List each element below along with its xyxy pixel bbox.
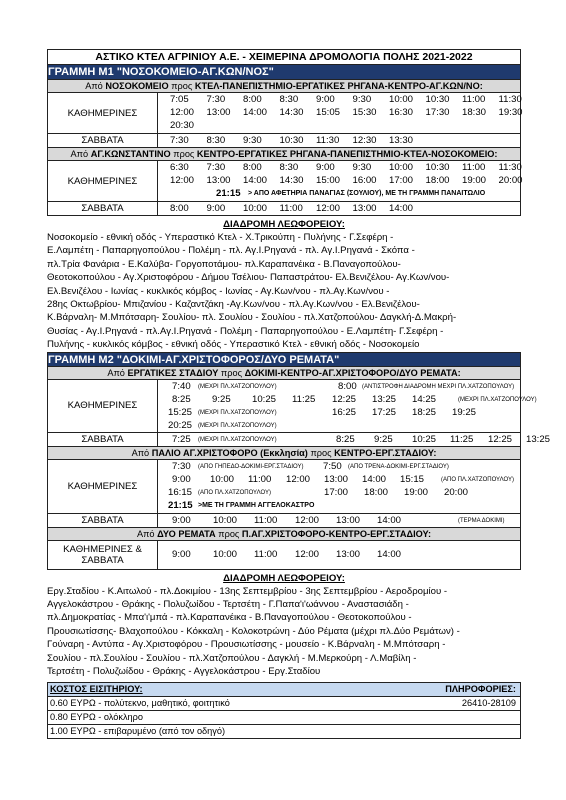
m1-route-text	[47, 231, 521, 352]
time-cell: 13:00	[206, 107, 231, 118]
dir-to: Π.ΑΓ.ΧΡΙΣΤΟΦΟΡΟ-ΚΕΝΤΡΟ-ΕΡΓ.ΣΤΑΔΙΟΥ:	[241, 528, 432, 539]
route-line: Τερτσέτη - Πολυζωίδου - Θράκης - Αγγελοκάστρου - Εργ.Σταδίου	[47, 666, 321, 678]
day-label: ΚΑΘΗΜΕΡΙΝΕΣ	[48, 460, 158, 513]
route-line: Αγγελοκάστρου - Θράκης - Πολυζωίδου - Τερτσέτη - Γ.Παπα'ι'ωάννου - Αναστασιάδη -	[47, 599, 409, 611]
times-grid	[158, 433, 551, 446]
time-cell: 9:00	[206, 203, 226, 214]
time-cell: 20:25	[168, 419, 193, 431]
time-cell: 9:00	[172, 548, 191, 560]
time-cell: 14:25	[412, 393, 437, 405]
route-line: Ε.Λαμπέτη - Παπαρηγοπούλου - Πολέμη - πλ. Αγ.Ι.Ρηγανά - πλ. Αγ.Ι.Ρηγανά - Σκόπα -	[47, 245, 415, 257]
time-cell: 8:00	[170, 203, 189, 214]
time-cell: 19:00	[462, 175, 487, 186]
time-cell: 13:00	[352, 203, 377, 214]
time-cell: 15:00	[316, 175, 341, 186]
m2-dir2-weekdays	[47, 460, 521, 514]
cost-line-text: 0.60 ΕΥΡΩ - πολύτεκνο, μαθητικό, φοιτητικό	[50, 697, 230, 708]
ticket-cost-box	[47, 682, 521, 739]
time-cell: 10:00	[210, 473, 235, 485]
m2-direction-3	[47, 528, 521, 541]
time-cell: 16:25	[332, 406, 357, 418]
time-cell: 10:00	[389, 94, 414, 105]
time-cell: 10:30	[425, 94, 450, 105]
day-label: ΚΑΘΗΜΕΡΙΝΕΣ	[48, 93, 158, 133]
time-cell: 11:00	[279, 203, 303, 214]
day-label: ΚΑΘΗΜΕΡΙΝΕΣ & ΣΑΒΒΑΤΑ	[48, 541, 158, 569]
time-cell: 19:30	[498, 107, 523, 118]
time-cell: 11:00	[254, 548, 278, 560]
times-grid	[158, 460, 520, 513]
route-line: Κ.Βάρναλη- Μ.Μπότσαρη- Σουλίου- πλ. Σουλίου - Σουλίου - πλ.Χατζοπούλου- Δαγκλή-Δ.Μακρή-	[47, 312, 457, 324]
route-line: Προυσιωτίσσης- Βλαχοπούλου - Κόκκαλη - Κολοκοτρώνη - Δύο Ρέματα (μέχρι πλ.Δύο Ρεμάτων) -	[47, 625, 460, 637]
time-cell: 12:00	[295, 548, 320, 560]
time-cell: 11:00	[462, 162, 486, 173]
time-cell: 19:00	[404, 486, 429, 498]
time-cell: 10:25	[252, 393, 277, 405]
time-cell: 15:15	[400, 473, 425, 485]
m1-direction-1	[47, 80, 521, 93]
dir-from: ΕΡΓΑΤΙΚΕΣ ΣΤΑΔΙΟΥ	[127, 367, 219, 378]
time-cell: 11:00	[248, 473, 272, 485]
time-cell: 14:00	[243, 107, 268, 118]
time-note: (ΑΠΟ ΤΡΕΝΑ-ΔΟΚΙΜΙ-ΕΡΓ.ΣΤΑΔΙΟΥ)	[348, 463, 449, 470]
dir-mid: προς	[310, 447, 332, 458]
times-grid	[158, 134, 520, 147]
m2-dir1-saturday	[47, 433, 551, 447]
time-cell: 8:00	[243, 162, 262, 173]
m2-route-header: ΔΙΑΔΡΟΜΗ ΛΕΩΦΟΡΕΙΟΥ:	[223, 572, 345, 584]
time-cell: 18:30	[462, 107, 487, 118]
time-cell: 8:25	[336, 433, 355, 445]
time-cell: 10:30	[425, 162, 450, 173]
dir-from: ΑΓ.ΚΩΝΣΤΑΝΤΙΝΟ	[90, 149, 171, 159]
time-cell: 13:00	[336, 514, 361, 526]
m1-dir2-saturday	[47, 202, 521, 216]
m2-dir1-weekdays	[47, 380, 537, 433]
timetable-document	[47, 49, 551, 739]
cost-line	[48, 697, 520, 711]
dir-pre: Από	[85, 81, 103, 91]
time-cell: 12:25	[488, 433, 513, 445]
dir-mid: προς	[218, 528, 240, 539]
time-note: (ΑΠΟ ΓΗΠΕΔΟ-ΔΟΚΙΜΙ-ΕΡΓ.ΣΤΑΔΙΟΥ)	[198, 463, 304, 470]
time-cell: 20:00	[498, 175, 523, 186]
m2-route-text	[47, 585, 521, 679]
time-cell: 9:30	[352, 94, 372, 105]
day-label: ΚΑΘΗΜΕΡΙΝΕΣ	[48, 161, 158, 201]
m1-direction-2	[47, 148, 521, 161]
time-cell: 10:25	[412, 433, 437, 445]
time-cell: 7:30	[172, 460, 191, 472]
route-line: Πυλήνης - κυκλικός κόμβος - εθνική οδός - Υπεραστικό Κτελ - εθνική οδός - Νοσοκομείο	[47, 339, 420, 351]
dir-to: ΚΕΝΤΡΟ-ΕΡΓ.ΣΤΑΔΙΟΥ:	[334, 447, 437, 458]
time-cell: 9:00	[316, 162, 335, 173]
dir-mid: προς	[220, 367, 243, 378]
time-cell: 6:30	[170, 162, 189, 173]
time-cell: 7:50	[323, 460, 342, 472]
m2-dir2-saturday	[47, 514, 521, 528]
dir-mid: προς	[171, 81, 193, 91]
time-note: (ΜΕΧΡΙ ΠΛ.ΧΑΤΖΟΠΟΥΛΟΥ)	[198, 383, 277, 390]
route-line: Ελ.Βενιζέλου - Ιωνίας - κυκλικός κόμβος - Ιωνίας - Αγ.Κων/νου - πλ.Αγ.Κων/νου -	[47, 285, 390, 297]
time-cell: 18:00	[364, 486, 389, 498]
time-note: (ΑΠΟ ΠΛ.ΧΑΤΖΟΠΟΥΛΟΥ)	[198, 489, 271, 496]
dir-from: ΔΥΟ ΡΕΜΑΤΑ	[157, 528, 216, 539]
day-label: ΣΑΒΒΑΤΑ	[48, 202, 158, 215]
time-cell: 9:00	[172, 473, 191, 485]
time-cell: 8:00	[338, 380, 357, 392]
day-label: ΣΑΒΒΑΤΑ	[48, 134, 158, 147]
time-cell: 9:25	[374, 433, 393, 445]
time-cell: 16:00	[352, 175, 377, 186]
time-cell: 11:00	[462, 94, 486, 105]
time-cell: 10:30	[279, 135, 304, 146]
day-label: ΚΑΘΗΜΕΡΙΝΕΣ	[48, 380, 158, 432]
route-line: Γούναρη - Αντύπα - Αγ.Χριστοφόρου - Προυσιωτίσσης - μουσείο - Κ.Βάρναλη - Μ.Μπότσαρη -	[47, 639, 446, 651]
time-cell: 12:00	[316, 203, 341, 214]
time-cell: 17:00	[389, 175, 414, 186]
time-cell: 12:00	[295, 514, 320, 526]
m2-direction-2	[47, 447, 521, 460]
route-line: Θεοτοκοπούλου - Αγ.Χριστοφόρου - Δήμου Τσέλιου- Παπαστράτου- Ελ.Βενιζέλου- Αγ.Κων/νου-	[47, 272, 450, 284]
time-cell: 17:30	[425, 107, 450, 118]
line-m2-header: ΓΡΑΜΜΗ Μ2 "ΔΟΚΙΜΙ-ΑΓ.ΧΡΙΣΤΟΦΟΡΟΣ/ΔΥΟ ΡΕΜΑΤΑ"	[47, 352, 521, 367]
time-cell: 18:00	[425, 175, 450, 186]
cost-header: ΚΟΣΤΟΣ ΕΙΣΙΤΗΡΙΟΥ:	[50, 683, 143, 694]
dir-pre: Από	[70, 149, 89, 159]
time-cell: 14:30	[279, 107, 304, 118]
line-m1-header: ΓΡΑΜΜΗ Μ1 "ΝΟΣΟΚΟΜΕΙΟ-ΑΓ.ΚΩΝ/ΝΟΣ"	[47, 65, 521, 80]
time-cell: 13:25	[526, 433, 551, 445]
time-cell: 9:25	[212, 393, 231, 405]
time-note: (ΑΝΤΙΣΤΡΟΦΗ ΔΙΑΔΡΟΜΗ ΜΕΧΡΙ ΠΛ.ΧΑΤΖΟΠΟΥΛΟΥ)	[362, 383, 515, 390]
time-cell: 9:00	[172, 514, 191, 526]
time-cell: 11:30	[498, 162, 522, 173]
time-cell: 14:00	[362, 473, 387, 485]
time-cell: 10:00	[213, 548, 238, 560]
route-line: πλ.Δημοκρατίας - Μπα'ι'μπά - πλ.Καραπανέικα - Β.Παναγοπούλου - Θεοτοκοπούλου -	[47, 612, 412, 624]
time-cell: 14:30	[279, 175, 304, 186]
time-note: (ΑΠΟ ΠΛ.ΧΑΤΖΟΠΟΥΛΟΥ)	[441, 476, 514, 483]
time-cell: 21:15	[168, 499, 193, 511]
times-grid	[158, 202, 520, 215]
time-note: (ΤΕΡΜΑ ΔΟΚΙΜΙ)	[458, 517, 505, 524]
route-line: Θυσίας - Αγ.Ι.Ρηγανά - πλ.Αγ.Ι.Ρηγανά - Πολέμη - Παπαρηγοπούλου - Ε.Λαμπέτη- Γ.Σεφέρη -	[47, 325, 444, 337]
dir-pre: Από	[107, 367, 125, 378]
time-cell: 8:25	[172, 393, 191, 405]
cost-line	[48, 725, 520, 738]
dir-to: ΚΕΝΤΡΟ-ΕΡΓΑΤΙΚΕΣ ΡΗΓΑΝΑ-ΠΑΝΕΠΙΣΤΗΜΙΟ-ΚΤΕΛ-ΝΟΣΟΚΟΜΕΙΟ:	[196, 149, 498, 159]
dir-from: ΝΟΣΟΚΟΜΕΙΟ	[105, 81, 169, 91]
time-cell: 14:00	[243, 175, 268, 186]
times-grid	[158, 514, 520, 527]
time-cell: 19:25	[452, 406, 477, 418]
time-cell: 9:30	[352, 162, 372, 173]
time-cell: 12:25	[332, 393, 357, 405]
m1-route-header: ΔΙΑΔΡΟΜΗ ΛΕΩΦΟΡΕΙΟΥ:	[223, 219, 345, 230]
time-cell: 9:00	[316, 94, 335, 105]
route-line: 28ης Οκτωβρίου- Μπιζανίου - Καζαντζάκη -Αγ.Κων/νου - πλ.Αγ.Κων/νου - Ελ.Βενιζέλου-	[47, 299, 420, 311]
dir-to: ΔΟΚΙΜΙ-ΚΕΝΤΡΟ-ΑΓ.ΧΡΙΣΤΟΦΟΡΟ/ΔΥΟ ΡΕΜΑΤΑ:	[244, 367, 461, 378]
cost-header-row	[48, 683, 520, 697]
page-title: ΑΣΤΙΚΟ ΚΤΕΛ ΑΓΡΙΝΙΟΥ Α.Ε. - ΧΕΙΜΕΡΙΝΑ ΔΡΟΜΟΛΟΓΙΑ ΠΟΛΗΣ 2021-2022	[47, 49, 521, 65]
info-phone: 26410-28109	[461, 697, 516, 708]
route-line: Εργ.Σταδίου - Κ.Αιτωλού - πλ.Δοκιμίου - 13ης Σεπτεμβρίου - 3ης Σεπτεμβρίου - Αεροδρομίου -	[47, 585, 448, 597]
time-cell: 20:00	[444, 486, 469, 498]
times-grid	[158, 161, 523, 201]
time-cell: 11:30	[316, 135, 340, 146]
times-grid	[158, 380, 537, 432]
m1-dir1-weekdays	[47, 93, 521, 134]
time-cell: 7:30	[170, 135, 189, 146]
time-cell: 16:15	[168, 486, 193, 498]
route-line: Νοσοκομείο - εθνική οδός - Υπεραστικό Κτελ - Χ.Τρικούπη - Πυλήνης - Γ.Σεφέρη -	[47, 232, 394, 243]
cost-line-text: 1.00 ΕΥΡΩ - επιβαρυμένο (από τον οδηγό)	[50, 725, 226, 736]
time-cell: 7:30	[206, 162, 226, 173]
time-cell: 18:25	[412, 406, 437, 418]
time-cell: 7:40	[172, 380, 191, 392]
time-cell: 11:00	[254, 514, 278, 526]
day-label: ΣΑΒΒΑΤΑ	[48, 433, 158, 446]
time-cell: 16:30	[389, 107, 414, 118]
time-cell: 14:00	[389, 203, 414, 214]
time-cell: 17:25	[372, 406, 397, 418]
time-cell: 14:00	[377, 548, 402, 560]
time-cell: 8:30	[279, 162, 299, 173]
time-cell: 13:00	[324, 473, 349, 485]
time-cell: 11:25	[292, 393, 316, 405]
route-line: πλ.Τρία Φανάρια - Ε.Καλύβα- Γοργοποτάμου- πλ.Καραπανέικα - Β.Παναγοπούλου-	[47, 258, 401, 270]
time-cell: 10:00	[243, 203, 268, 214]
dir-pre: Από	[131, 447, 150, 458]
time-note: (ΜΕΧΡΙ ΠΛ.ΧΑΤΖΟΠΟΥΛΟΥ)	[198, 436, 277, 443]
time-cell: 14:00	[377, 514, 402, 526]
time-cell: 13:25	[372, 393, 397, 405]
time-note: >ΜΕ ΤΗ ΓΡΑΜΜΗ ΑΓΓΕΛΟΚΑΣΤΡΟ	[198, 501, 315, 509]
time-cell: 15:05	[316, 107, 341, 118]
info-header: ΠΛΗΡΟΦΟΡΙΕΣ:	[445, 683, 516, 694]
time-cell: 9:30	[243, 135, 262, 146]
time-cell: 13:30	[389, 135, 414, 146]
day-label: ΣΑΒΒΑΤΑ	[48, 514, 158, 527]
dir-to: ΚΤΕΛ-ΠΑΝΕΠΙΣΤΗΜΙΟ-ΕΡΓΑΤΙΚΕΣ ΡΗΓΑΝΑ-ΚΕΝΤΡΟ-ΑΓ.ΚΩΝ/ΝΟ:	[194, 81, 483, 91]
m1-dir2-weekdays	[47, 161, 521, 202]
time-cell: 11:30	[498, 94, 522, 105]
time-note: (ΜΕΧΡΙ ΠΛ.ΧΑΤΖΟΠΟΥΛΟΥ)	[198, 422, 277, 429]
time-cell: 13:00	[206, 175, 231, 186]
extra-note: > ΑΠΟ ΑΦΕΤΗΡΙΑ ΠΑΝΑΓΙΑΣ (ΣΟΥΛΙΟΥ), ΜΕ ΤΗ ΓΡΑΜΜΗ ΠΑΝΑΙΤΩΛΙΟ	[248, 190, 486, 197]
dir-from: ΠΑΛΙΟ ΑΓ.ΧΡΙΣΤΟΦΟΡΟ (Εκκλησία)	[151, 447, 308, 458]
time-cell: 7:30	[206, 94, 226, 105]
cost-line	[48, 711, 520, 725]
route-line: Σουλίου - πλ.Σουλίου - Σουλίου - πλ.Χατζοπούλου - Δαγκλή - Μ.Μερκούρη - Λ.Μαβίλη -	[47, 652, 417, 664]
time-cell: 20:30	[170, 120, 195, 131]
time-cell: 17:00	[324, 486, 349, 498]
time-cell: 8:00	[243, 94, 262, 105]
time-cell: 7:25	[172, 433, 191, 445]
times-grid	[158, 541, 520, 569]
time-cell: 7:05	[170, 94, 189, 105]
time-cell: 12:00	[170, 107, 195, 118]
m1-dir1-saturday	[47, 134, 521, 148]
extra-time: 21:15	[216, 188, 241, 199]
m2-dir3-all	[47, 541, 521, 570]
time-cell: 12:30	[352, 135, 377, 146]
time-cell: 12:00	[286, 473, 311, 485]
time-cell: 15:25	[168, 406, 193, 418]
time-cell: 10:00	[389, 162, 414, 173]
times-grid	[158, 93, 523, 133]
time-cell: 12:00	[170, 175, 195, 186]
time-cell: 8:30	[279, 94, 299, 105]
dir-mid: προς	[173, 149, 195, 159]
time-cell: 13:00	[336, 548, 361, 560]
m2-direction-1	[47, 367, 521, 380]
dir-pre: Από	[136, 528, 155, 539]
time-cell: 10:00	[213, 514, 238, 526]
time-cell: 15:30	[352, 107, 377, 118]
time-note: (ΜΕΧΡΙ ΠΛ.ΧΑΤΖΟΠΟΥΛΟΥ)	[458, 396, 537, 403]
time-cell: 11:25	[450, 433, 474, 445]
time-cell: 8:30	[206, 135, 226, 146]
cost-line-text: 0.80 ΕΥΡΩ - ολόκληρο	[50, 711, 143, 722]
time-note: (ΜΕΧΡΙ ΠΛ.ΧΑΤΖΟΠΟΥΛΟΥ)	[198, 409, 277, 416]
